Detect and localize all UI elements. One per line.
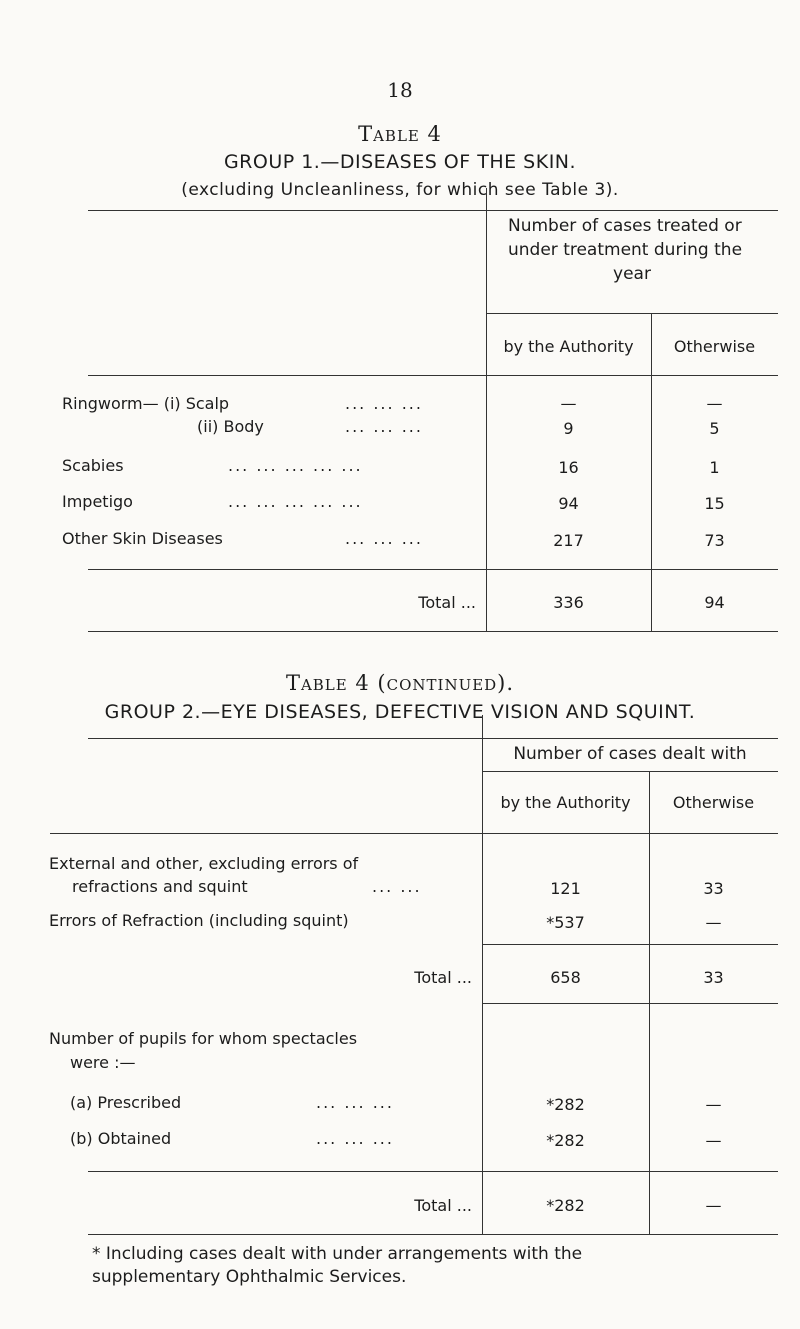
cell-authority: 16: [558, 458, 579, 477]
cell-otherwise: —: [705, 1131, 722, 1150]
cell-authority: 217: [553, 531, 584, 550]
cell-otherwise: 73: [704, 531, 725, 550]
row-label: Scabies: [62, 456, 124, 475]
pupils-label-line2: were :—: [70, 1053, 136, 1072]
table1-subtitle: (excluding Uncleanliness, for which see Table 3).: [181, 180, 619, 200]
table1-group-heading: GROUP 1.—DISEASES OF THE SKIN.: [223, 151, 577, 173]
total-authority: 658: [550, 968, 581, 987]
table2-col-divider-2: [649, 771, 650, 1234]
table2-header-rule: [482, 771, 778, 772]
total-otherwise: 94: [704, 593, 725, 612]
page-number: 18: [387, 78, 413, 102]
cell-authority: 9: [563, 419, 574, 438]
table2-total-rule: [88, 1171, 778, 1172]
cell-otherwise: 5: [709, 419, 720, 438]
row-label: Impetigo: [62, 492, 133, 511]
total-label: Total ...: [418, 593, 476, 612]
table1-bottom-rule: [88, 631, 778, 632]
table1-top-rule: [88, 210, 778, 211]
row-dots: ... ... ...: [345, 529, 423, 548]
cell-otherwise: —: [705, 1095, 722, 1114]
row-dots: ... ... ...: [316, 1129, 394, 1148]
total-label: Total ...: [414, 1196, 472, 1215]
cell-authority: *537: [546, 913, 585, 932]
footnote-line1: * Including cases dealt with under arrangements with the: [92, 1244, 583, 1264]
row-label-line2: refractions and squint: [72, 877, 248, 896]
row-label: (a) Prescribed: [70, 1093, 182, 1112]
table1-col-otherwise: Otherwise: [673, 337, 756, 356]
total-otherwise: —: [705, 1196, 722, 1215]
table2-title: Table 4 (continued).: [285, 671, 515, 695]
cell-otherwise: —: [706, 394, 723, 413]
row-dots: ... ... ...: [345, 417, 423, 436]
cell-authority: —: [560, 394, 577, 413]
cell-otherwise: 15: [704, 494, 725, 513]
cell-otherwise: —: [705, 913, 722, 932]
table2-top-rule: [88, 738, 778, 739]
table1-col-authority: by the Authority: [503, 337, 634, 356]
cell-otherwise: 1: [709, 458, 720, 477]
row-dots: ... ...: [372, 877, 422, 896]
cell-authority: 121: [550, 879, 581, 898]
row-label-line1: External and other, excluding errors of: [49, 854, 359, 873]
row-dots: ... ... ...: [316, 1093, 394, 1112]
total-authority: 336: [553, 593, 584, 612]
row-label: (ii) Body: [197, 417, 264, 436]
row-label: Other Skin Diseases: [62, 529, 223, 548]
table2-group-heading: GROUP 2.—EYE DISEASES, DEFECTIVE VISION AND SQUINT.: [104, 701, 696, 723]
row-label: Errors of Refraction (including squint): [49, 911, 349, 930]
row-label: Ringworm— (i) Scalp: [62, 394, 230, 413]
total-authority: *282: [546, 1196, 585, 1215]
table1-header-line3: year: [613, 264, 651, 284]
table2-subtotal-bottom-rule: [482, 1003, 778, 1004]
table2-col-otherwise: Otherwise: [672, 793, 755, 812]
row-dots: ... ... ...: [345, 394, 423, 413]
table1-header-line2: under treatment during the: [508, 240, 743, 260]
total-label: Total ...: [414, 968, 472, 987]
row-dots: ... ... ... ... ...: [228, 456, 363, 475]
footnote-line2: supplementary Ophthalmic Services.: [92, 1267, 407, 1287]
table1-header-line1: Number of cases treated or: [508, 216, 742, 236]
pupils-label-line1: Number of pupils for whom spectacles: [49, 1029, 358, 1048]
total-otherwise: 33: [703, 968, 724, 987]
table2-col-authority: by the Authority: [500, 793, 631, 812]
row-dots: ... ... ... ... ...: [228, 492, 363, 511]
cell-authority: *282: [546, 1095, 585, 1114]
table2-body-rule: [50, 833, 778, 834]
row-label: (b) Obtained: [70, 1129, 172, 1148]
cell-authority: 94: [558, 494, 579, 513]
table1-header-rule: [486, 313, 778, 314]
cell-otherwise: 33: [703, 879, 724, 898]
table2-bottom-rule: [88, 1234, 778, 1235]
table2-header-main: Number of cases dealt with: [513, 744, 747, 764]
table1-body-rule: [88, 375, 778, 376]
table1-total-rule: [88, 569, 778, 570]
table1-title: Table 4: [358, 122, 442, 146]
table2-subtotal-top-rule: [482, 944, 778, 945]
cell-authority: *282: [546, 1131, 585, 1150]
